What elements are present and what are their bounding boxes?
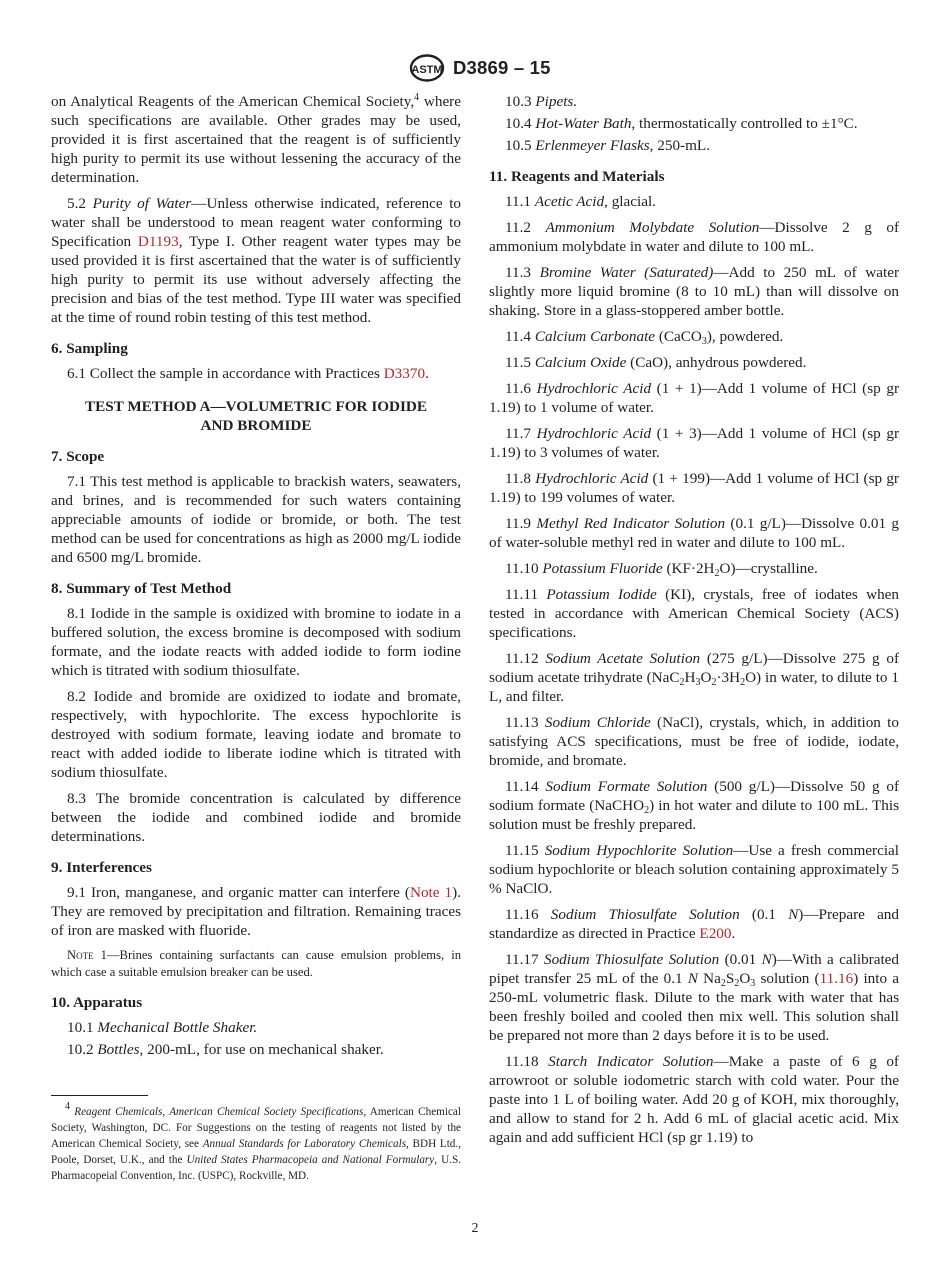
section-11-16: 11.16 Sodium Thiosulfate Solution (0.1 N)—Prepare and standardize as directed in Practice E200. — [489, 906, 899, 942]
section-11-13: 11.13 Sodium Chloride (NaCl), crystals, which, in addition to satisfying ACS specifications, must be free of iodide, iodate, bromide, and bromate. — [489, 714, 899, 769]
section-11-9: 11.9 Methyl Red Indicator Solution (0.1 g/L)—Dissolve 0.01 g of water-soluble methyl red in water and dilute to 100 mL. — [489, 515, 899, 551]
section-10-2: 10.2 Bottles, 200-mL, for use on mechanical shaker. — [67, 1041, 384, 1058]
link-11-16[interactable]: 11.16 — [819, 970, 854, 987]
section-8-2: 8.2 Iodide and bromide are oxidized to iodate and bromate, respectively, with hypochlorite. The excess hypochlorite is destroyed with sodium formate, leaving iodate and bromate to react with added iodide to liberate iodine which is titrated with sodium thiosulfate. — [51, 688, 461, 781]
section-11-18: 11.18 Starch Indicator Solution—Make a paste of 6 g of arrowroot or soluble iodometric starch with cold water. Pour the paste into 1 L of boiling water. Add 20 g of KOH, mix thoroughly, and allow to stand for 2 h. Add 6 mL of glacial acetic acid. Mix again and add sufficient HCl (sp gr 1.19) to — [489, 1053, 899, 1146]
heading-sampling: 6. Sampling — [51, 340, 128, 357]
link-e200[interactable]: E200 — [699, 925, 732, 942]
section-11-4: 11.4 Calcium Carbonate (CaCO$_3$), powdered. — [505, 328, 784, 347]
heading-interferences: 9. Interferences — [51, 859, 152, 876]
test-method-a-heading: TEST METHOD A—VOLUMETRIC FOR IODIDE AND BROMIDE — [84, 398, 428, 434]
paragraph-continuation: on Analytical Reagents of the American Chemical Society,$^4$ where such specifications are available. Other grades may be used, provided it is first ascertained that the reagent is of sufficiently high purity to permit its use without lessening the accuracy of the determination. — [51, 92, 461, 186]
footnote-4: $^4$ Reagent Chemicals, American Chemical Society Specifications, American Chemical Society, Washington, DC. For Suggestions on the testing of reagents not listed by the American Chemical Society, see Annual Standards for Laboratory Chemicals, BDH Ltd., Poole, Dorset, U.K., and the United States Pharmacopeia and National Formulary, U.S. Pharmacopeial Convention, Inc. (USPC), Rockville, MD. — [51, 1101, 462, 1182]
note-1: Note 1—Brines containing surfactants can cause emulsion problems, in which case a suitable emulsion breaker can be used. — [51, 948, 461, 979]
section-11-2: 11.2 Ammonium Molybdate Solution—Dissolve 2 g of ammonium molybdate in water and dilute to 100 mL. — [489, 219, 900, 255]
section-10-5: 10.5 Erlenmeyer Flasks, 250-mL. — [505, 137, 710, 154]
heading-summary: 8. Summary of Test Method — [51, 580, 232, 597]
section-11-8: 11.8 Hydrochloric Acid (1 + 199)—Add 1 volume of HCl (sp gr 1.19) to 199 volumes of water. — [489, 470, 899, 506]
astm-logo-icon — [409, 54, 445, 82]
section-10-3: 10.3 Pipets. — [505, 93, 578, 110]
link-d3370[interactable]: D3370 — [383, 365, 426, 382]
heading-scope: 7. Scope — [51, 448, 105, 465]
section-11-11: 11.11 Potassium Iodide (KI), crystals, free of iodates when tested in accordance with American Chemical Society (ACS) specifications. — [489, 586, 899, 641]
section-9-1: 9.1 Iron, manganese, and organic matter can interfere (Note 1). They are removed by precipitation and filtration. Remaining traces of iron are masked with fluoride. — [51, 884, 461, 939]
section-11-3: 11.3 Bromine Water (Saturated)—Add to 250 mL of water slightly more liquid bromine (8 to 10 mL) than will dissolve on shaking. Store in a glass-stoppered amber bottle. — [489, 264, 899, 319]
page-number: 2 — [471, 1221, 479, 1236]
section-11-10: 11.10 Potassium Fluoride $(KF\cdot 2H_2O)—crystalline$. — [505, 560, 818, 579]
section-5-2: 5.2 Purity of Water—Unless otherwise indicated, reference to water shall be understood to mean reagent water conforming to Specification D1193, Type I. Other reagent water types may be used provided it is first ascertained that the water is of sufficiently high purity to permit its use without adversely affecting the precision and bias of the test method. Type III water was specified at the time of round robin testing of this test method. — [51, 195, 462, 326]
section-10-4: 10.4 Hot-Water Bath, thermostatically controlled to ±1°C. — [505, 115, 858, 132]
footnote-divider — [51, 1095, 148, 1096]
section-8-1: 8.1 Iodide in the sample is oxidized with bromine to iodate in a buffered solution, the excess bromine is decomposed with sodium formate, and the iodate reacts with added iodide to form iodine which is titrated with sodium thiosulfate. — [51, 605, 461, 679]
section-11-14: 11.14 Sodium Formate Solution (500 g/L)—Dissolve 50 g of sodium formate (NaCHO$_2$) in hot water and dilute to 100 mL. This solution must be freshly prepared. — [489, 778, 900, 833]
link-note-1[interactable]: Note 1 — [410, 884, 453, 901]
left-column — [51, 92, 461, 1062]
right-column — [489, 92, 899, 1154]
section-7-1: 7.1 This test method is applicable to brackish waters, seawaters, and brines, and is recommended for such waters containing appreciable amounts of iodide or bromide, or both. The test method can be used for concentrations as high as 2000 mg/L iodide and 6500 mg/L bromide. — [51, 473, 461, 566]
section-11-1: 11.1 Acetic Acid, glacial. — [505, 193, 656, 210]
heading-reagents: 11. Reagents and Materials — [489, 168, 665, 185]
section-11-7: 11.7 Hydrochloric Acid (1 + 3)—Add 1 volume of HCl (sp gr 1.19) to 3 volumes of water. — [489, 425, 899, 461]
section-11-17: 11.17 Sodium Thiosulfate Solution (0.01 N)—With a calibrated pipet transfer 25 mL of the 0.1 N $Na_2S_2O_3$ solution (11.16) into a 250-mL volumetric flask. Dilute to the mark with water that has been freshly boiled and cooled then mix well. This solution shall be prepared not more than 2 days before it is to be used. — [489, 951, 900, 1044]
section-11-5: 11.5 Calcium Oxide (CaO), anhydrous powdered. — [505, 354, 807, 371]
svg-text:ASTM: ASTM — [411, 64, 443, 76]
section-8-3: 8.3 The bromide concentration is calculated by difference between the iodide and combined iodide and bromide determinations. — [51, 790, 461, 845]
page-header — [0, 54, 950, 84]
document-designation: D3869 – 15 — [453, 57, 551, 78]
link-d1193[interactable]: D1193 — [137, 233, 179, 250]
section-6-1: 6.1 Collect the sample in accordance with Practices D3370. — [67, 365, 429, 382]
section-10-1: 10.1 Mechanical Bottle Shaker. — [67, 1019, 258, 1036]
section-11-15: 11.15 Sodium Hypochlorite Solution—Use a fresh commercial sodium hypochlorite or bleach solution containing approximately 5 % NaClO. — [489, 842, 899, 897]
section-11-12: 11.12 Sodium Acetate Solution (275 g/L)—Dissolve 275 g of sodium acetate trihydrate $(NaC_2H_3O_2\cdot 3H_2O)$ in water, to dilute to 1 L, and filter. — [489, 650, 899, 705]
section-11-6: 11.6 Hydrochloric Acid (1 + 1)—Add 1 volume of HCl (sp gr 1.19) to 1 volume of water. — [489, 380, 899, 416]
heading-apparatus: 10. Apparatus — [51, 994, 143, 1011]
